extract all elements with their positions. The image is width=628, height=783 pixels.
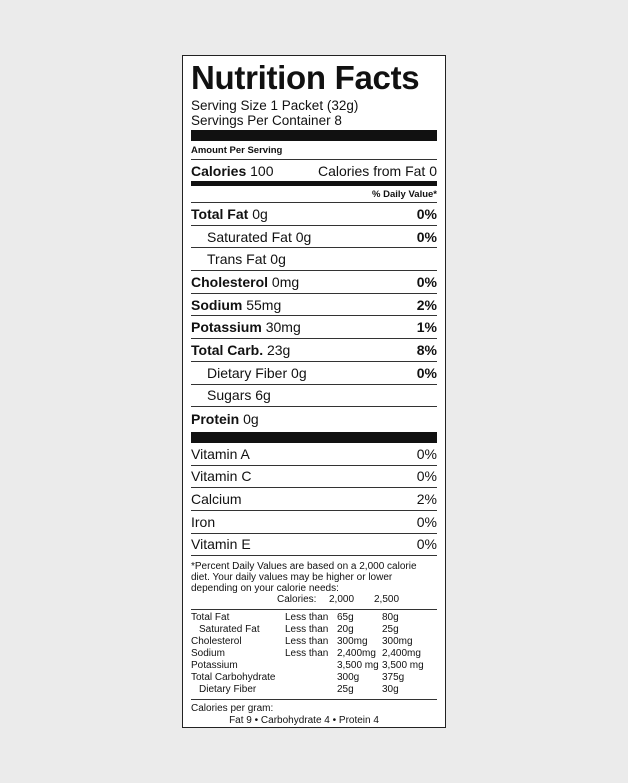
reference-row: Sodium Less than 2,400mg 2,400mg	[191, 648, 421, 660]
calories-per-gram-label: Calories per gram:	[191, 703, 274, 715]
nutrient-row-cholesterol: Cholesterol 0mg 0%	[191, 271, 437, 294]
vitamin-row-c: Vitamin C 0%	[191, 466, 437, 489]
calories-per-gram	[191, 702, 437, 727]
vitamin-row-iron: Iron 0%	[191, 511, 437, 534]
daily-value-header: % Daily Value*	[191, 186, 437, 203]
nutrient-row-sodium: Sodium 55mg 2%	[191, 294, 437, 317]
calories-label: Calories	[191, 162, 247, 179]
reference-row: Saturated Fat Less than 20g 25g	[199, 624, 399, 636]
reference-table	[191, 594, 437, 606]
vitamin-row-e: Vitamin E 0%	[191, 534, 437, 557]
label-title: Nutrition Facts	[191, 59, 420, 96]
reference-row: Potassium 3,500 mg 3,500 mg	[191, 660, 424, 672]
reference-header: Calories: 2,000 2,500	[277, 594, 400, 606]
calories-per-gram-values: Fat 9 • Carbohydrate 4 • Protein 4	[229, 715, 379, 727]
amount-per-serving: Amount Per Serving	[191, 141, 437, 160]
reference-row: Total Fat Less than 65g 80g	[191, 612, 399, 624]
calories-from-fat: Calories from Fat 0	[317, 162, 437, 179]
serving-size: Serving Size 1 Packet (32g)	[191, 98, 359, 113]
servings-per-container: Servings Per Container 8	[191, 113, 342, 128]
thick-divider	[191, 130, 437, 141]
reference-row: Total Carbohydrate 300g 375g	[191, 672, 405, 684]
nutrient-row-protein: Protein 0g	[191, 410, 259, 427]
vitamin-row-calcium: Calcium 2%	[191, 488, 437, 511]
reference-row: Dietary Fiber 25g 30g	[199, 684, 399, 696]
nutrient-row-total-carb: Total Carb. 23g 8%	[191, 339, 437, 362]
nutrient-row-potassium: Potassium 30mg 1%	[191, 316, 437, 339]
thin-divider	[191, 699, 437, 700]
nutrient-row-trans-fat: Trans Fat 0g	[191, 248, 437, 271]
daily-value-footnote: *Percent Daily Values are based on a 2,000 calorie diet. Your daily values may be higher or lower depending on your calorie needs:	[191, 561, 417, 595]
nutrient-row-dietary-fiber: Dietary Fiber 0g 0%	[191, 362, 437, 385]
calories-value: 100	[250, 162, 274, 179]
reference-values-table	[191, 612, 437, 696]
thick-divider	[191, 432, 437, 443]
nutrition-label	[182, 55, 446, 728]
calories-row	[191, 160, 437, 181]
nutrient-row-saturated-fat: Saturated Fat 0g 0%	[191, 226, 437, 249]
reference-row: Cholesterol Less than 300mg 300mg	[191, 636, 413, 648]
nutrient-row-total-fat: Total Fat 0g 0%	[191, 203, 437, 226]
thin-divider	[191, 609, 437, 610]
nutrient-row-sugars: Sugars 6g	[191, 385, 437, 408]
vitamin-row-a: Vitamin A 0%	[191, 443, 437, 466]
